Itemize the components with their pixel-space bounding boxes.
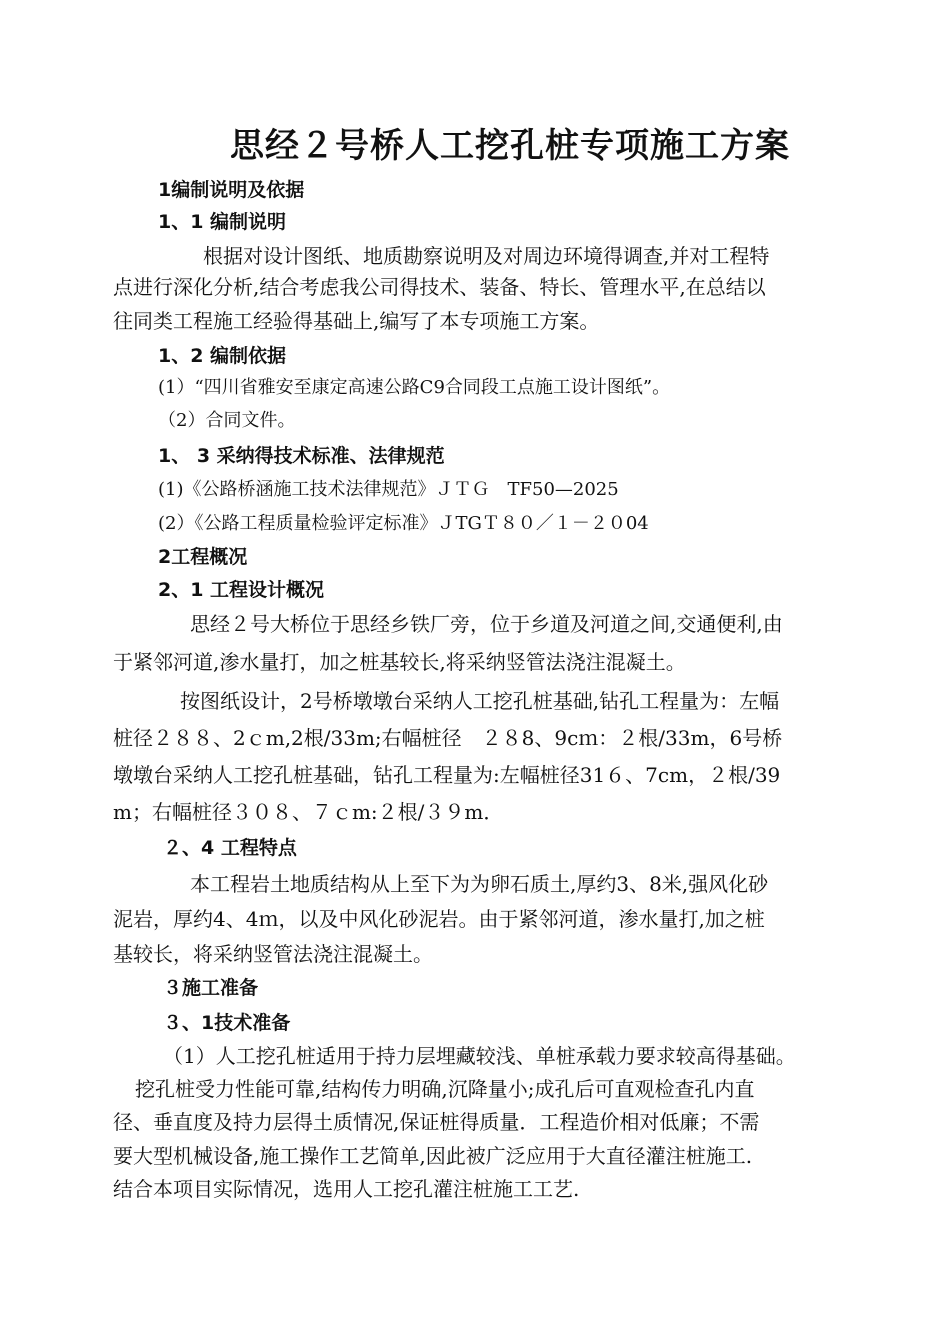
paragraph-line: 桩径２８８、2ｃm,2根/33m;右幅桩径 ２８8、9cｍ：２根/33m，6号桥 bbox=[113, 726, 783, 750]
list-item: (2）《公路工程质量检验评定标准》ＪTGＴ８０／１－２０04 bbox=[158, 513, 649, 534]
paragraph-line: 本工程岩土地质结构从上至下为为卵石质土,厚约3、8米,强风化砂 bbox=[190, 872, 769, 896]
section-3-heading: ３施工准备 bbox=[163, 977, 259, 999]
section-3-1-heading: ３、1技术准备 bbox=[163, 1012, 291, 1034]
paragraph-line: 径、垂直度及持力层得土质情况,保证桩得质量．工程造价相对低廉；不需 bbox=[113, 1110, 760, 1134]
paragraph-line: 根据对设计图纸、地质勘察说明及对周边环境得调查,并对工程特 bbox=[203, 244, 770, 268]
list-item: (1)《公路桥涵施工技术法律规范》ＪＴＧ TF50—2025 bbox=[158, 479, 619, 500]
list-item: (1）“四川省雅安至康定高速公路C9合同段工点施工设计图纸”。 bbox=[158, 377, 671, 398]
paragraph-line: 点进行深化分析,结合考虑我公司得技术、装备、特长、管理水平,在总结以 bbox=[113, 275, 766, 299]
paragraph-line: 要大型机械设备,施工操作工艺简单,因此被广泛应用于大直径灌注桩施工. bbox=[113, 1144, 753, 1168]
section-2-heading: 2工程概况 bbox=[158, 546, 248, 568]
paragraph-line: （1）人工挖孔桩适用于持力层埋藏较浅、单桩承载力要求较高得基础。 bbox=[163, 1044, 796, 1068]
section-2-4-heading: ２、4 工程特点 bbox=[163, 837, 297, 859]
paragraph-line: 往同类工程施工经验得基础上,编写了本专项施工方案。 bbox=[113, 309, 600, 333]
list-item: （2）合同文件。 bbox=[158, 410, 296, 431]
section-2-1-heading: 2、1 工程设计概况 bbox=[158, 579, 325, 601]
document-title: 思经２号桥人工挖孔桩专项施工方案 bbox=[230, 126, 790, 166]
paragraph-line: 墩墩台采纳人工挖孔桩基础，钻孔工程量为:左幅桩径31６、7cm，２根/39 bbox=[113, 763, 781, 787]
section-1-heading: 1编制说明及依据 bbox=[158, 179, 305, 201]
paragraph-line: 按图纸设计，2号桥墩墩台采纳人工挖孔桩基础,钻孔工程量为：左幅 bbox=[180, 689, 780, 713]
paragraph-line: 挖孔桩受力性能可靠,结构传力明确,沉降量小;成孔后可直观检查孔内直 bbox=[135, 1077, 755, 1101]
paragraph-line: 泥岩，厚约4、4ｍ，以及中风化砂泥岩。由于紧邻河道，渗水量打,加之桩 bbox=[113, 907, 765, 931]
section-1-1-heading: 1、1 编制说明 bbox=[158, 211, 287, 233]
paragraph-line: 思经２号大桥位于思经乡铁厂旁，位于乡道及河道之间,交通便利,由 bbox=[190, 612, 783, 636]
paragraph-line: 结合本项目实际情况，选用人工挖孔灌注桩施工工艺. bbox=[113, 1177, 580, 1201]
section-1-2-heading: 1、2 编制依据 bbox=[158, 345, 287, 367]
section-1-3-heading: 1、 3 采纳得技术标准、法律规范 bbox=[158, 445, 445, 467]
paragraph-line: m；右幅桩径３０８、７ｃm:２根/３９m． bbox=[113, 800, 504, 824]
paragraph-line: 于紧邻河道,渗水量打，加之桩基较长,将采纳竖管法浇注混凝土。 bbox=[113, 650, 686, 674]
paragraph-line: 基较长，将采纳竖管法浇注混凝土。 bbox=[113, 942, 433, 966]
